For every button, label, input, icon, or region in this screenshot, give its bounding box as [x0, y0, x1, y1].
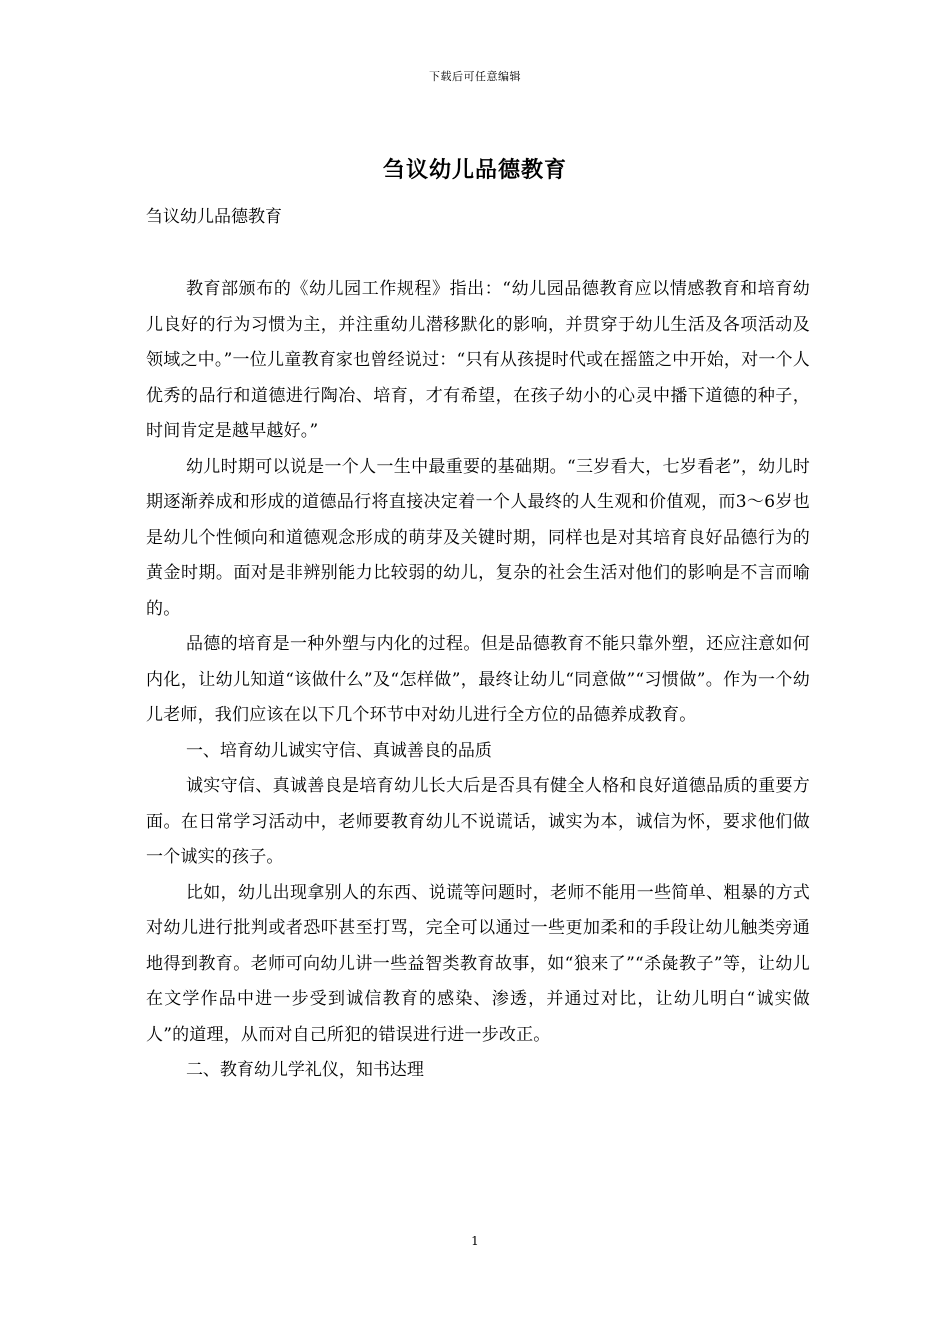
section-heading-etiquette: 二、教育幼儿学礼仪，知书达理	[185, 1060, 424, 1080]
document-subtitle: 刍议幼儿品德教育	[146, 207, 282, 227]
document-title: 刍议幼儿品德教育	[382, 158, 567, 183]
page-number: 1	[471, 1234, 479, 1248]
section-heading-honesty: 一、培育幼儿诚实守信、真诚善良的品质	[185, 740, 492, 761]
paragraph-intro: 教育部颁布的《幼儿园工作规程》指出：“幼儿园品德教育应以情感教育和培育幼儿良好的行为习惯为主，并注重幼儿潜移默化的影响，并贯穿于幼儿生活及各项活动及领域之中。”一位儿童教育家也曾经说过：“只有从孩提时代或在摇篮之中开始，对一个人优秀的品行和道德进行陶冶、培育，才有希望，在孩子幼小的心灵中播下道德的种子，时间肯定是越早越好。”	[146, 279, 810, 441]
paragraph-foundation-period: 幼儿时期可以说是一个人一生中最重要的基础期。“三岁看大，七岁看老”，幼儿时期逐渐养成和形成的道德品行将直接决定着一个人最终的人生观和价值观，而3～6岁也是幼儿个性倾向和道德观念形成的萌芽及关键时期，同样也是对其培育良好品德行为的黄金时期。面对是非辨别能力比较弱的幼儿，复杂的社会生活对他们的影响是不言而喻的。	[146, 456, 810, 619]
document-body	[146, 272, 810, 1089]
paragraph-internalization: 品德的培育是一种外塑与内化的过程。但是品德教育不能只靠外塑，还应注意如何内化，让幼儿知道“该做什么”及“怎样做”，最终让幼儿“同意做”“习惯做”。作为一个幼儿老师，我们应该在以下几个环节中对幼儿进行全方位的品德养成教育。	[146, 634, 810, 725]
page-header-note: 下载后可任意编辑	[429, 70, 521, 83]
paragraph-example: 比如，幼儿出现拿别人的东西、说谎等问题时，老师不能用一些简单、粗暴的方式对幼儿进行批判或者恐吓甚至打骂，完全可以通过一些更加柔和的手段让幼儿触类旁通地得到教育。老师可向幼儿讲一些益智类教育故事，如“狼来了”“杀彘教子”等，让幼儿在文学作品中进一步受到诚信教育的感染、渗透，并通过对比，让幼儿明白“诚实做人”的道理，从而对自己所犯的错误进行进一步改正。	[146, 882, 810, 1045]
paragraph-honesty: 诚实守信、真诚善良是培育幼儿长大后是否具有健全人格和良好道德品质的重要方面。在日常学习活动中，老师要教育幼儿不说谎话，诚实为本，诚信为怀，要求他们做一个诚实的孩子。	[146, 776, 810, 867]
